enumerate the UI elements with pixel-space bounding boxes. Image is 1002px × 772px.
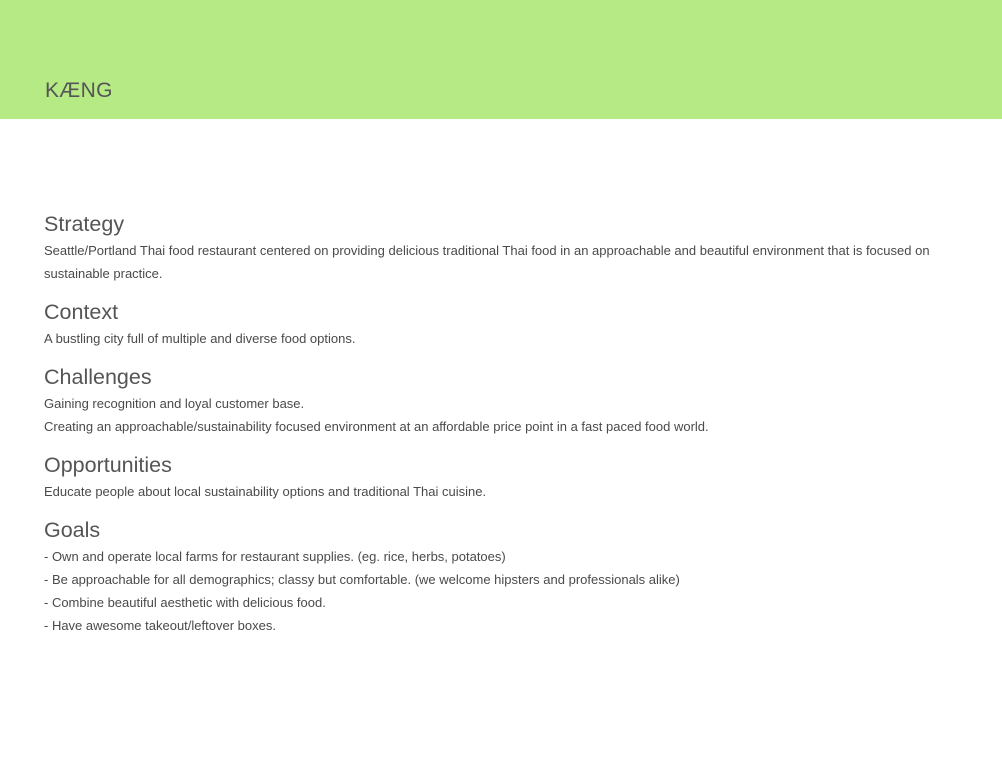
goal-item: - Be approachable for all demographics; classy but comfortable. (we welcome hipsters and professionals alike) [44,572,680,587]
brand-title: KÆNG [45,79,113,102]
goal-item: - Have awesome takeout/leftover boxes. [44,618,276,633]
section-text [44,545,944,637]
section-heading: Challenges [44,365,152,389]
text-line: A bustling city full of multiple and diverse food options. [44,331,356,346]
text-line: Educate people about local sustainability options and traditional Thai cuisine. [44,484,487,499]
section-heading: Goals [44,518,101,542]
main-content [44,209,944,649]
header-banner [0,0,1002,119]
strategy-section [44,209,944,285]
section-text [44,392,944,438]
context-section [44,297,944,350]
section-heading: Opportunities [44,453,172,477]
text-line: Gaining recognition and loyal customer base. [44,396,305,411]
goal-item: - Combine beautiful aesthetic with delicious food. [44,595,326,610]
section-text [44,239,944,285]
section-heading: Strategy [44,212,125,236]
opportunities-section [44,450,944,503]
text-line: Seattle/Portland Thai food restaurant centered on providing delicious traditional Thai food in an approachable and beautiful environment that is focused on sustainable practice. [44,243,930,281]
section-text [44,480,944,503]
section-heading: Context [44,300,119,324]
challenges-section [44,362,944,438]
section-text [44,327,944,350]
goals-section [44,515,944,637]
text-line: Creating an approachable/sustainability focused environment at an affordable price point in a fast paced food world. [44,419,709,434]
goal-item: - Own and operate local farms for restaurant supplies. (eg. rice, herbs, potatoes) [44,549,506,564]
